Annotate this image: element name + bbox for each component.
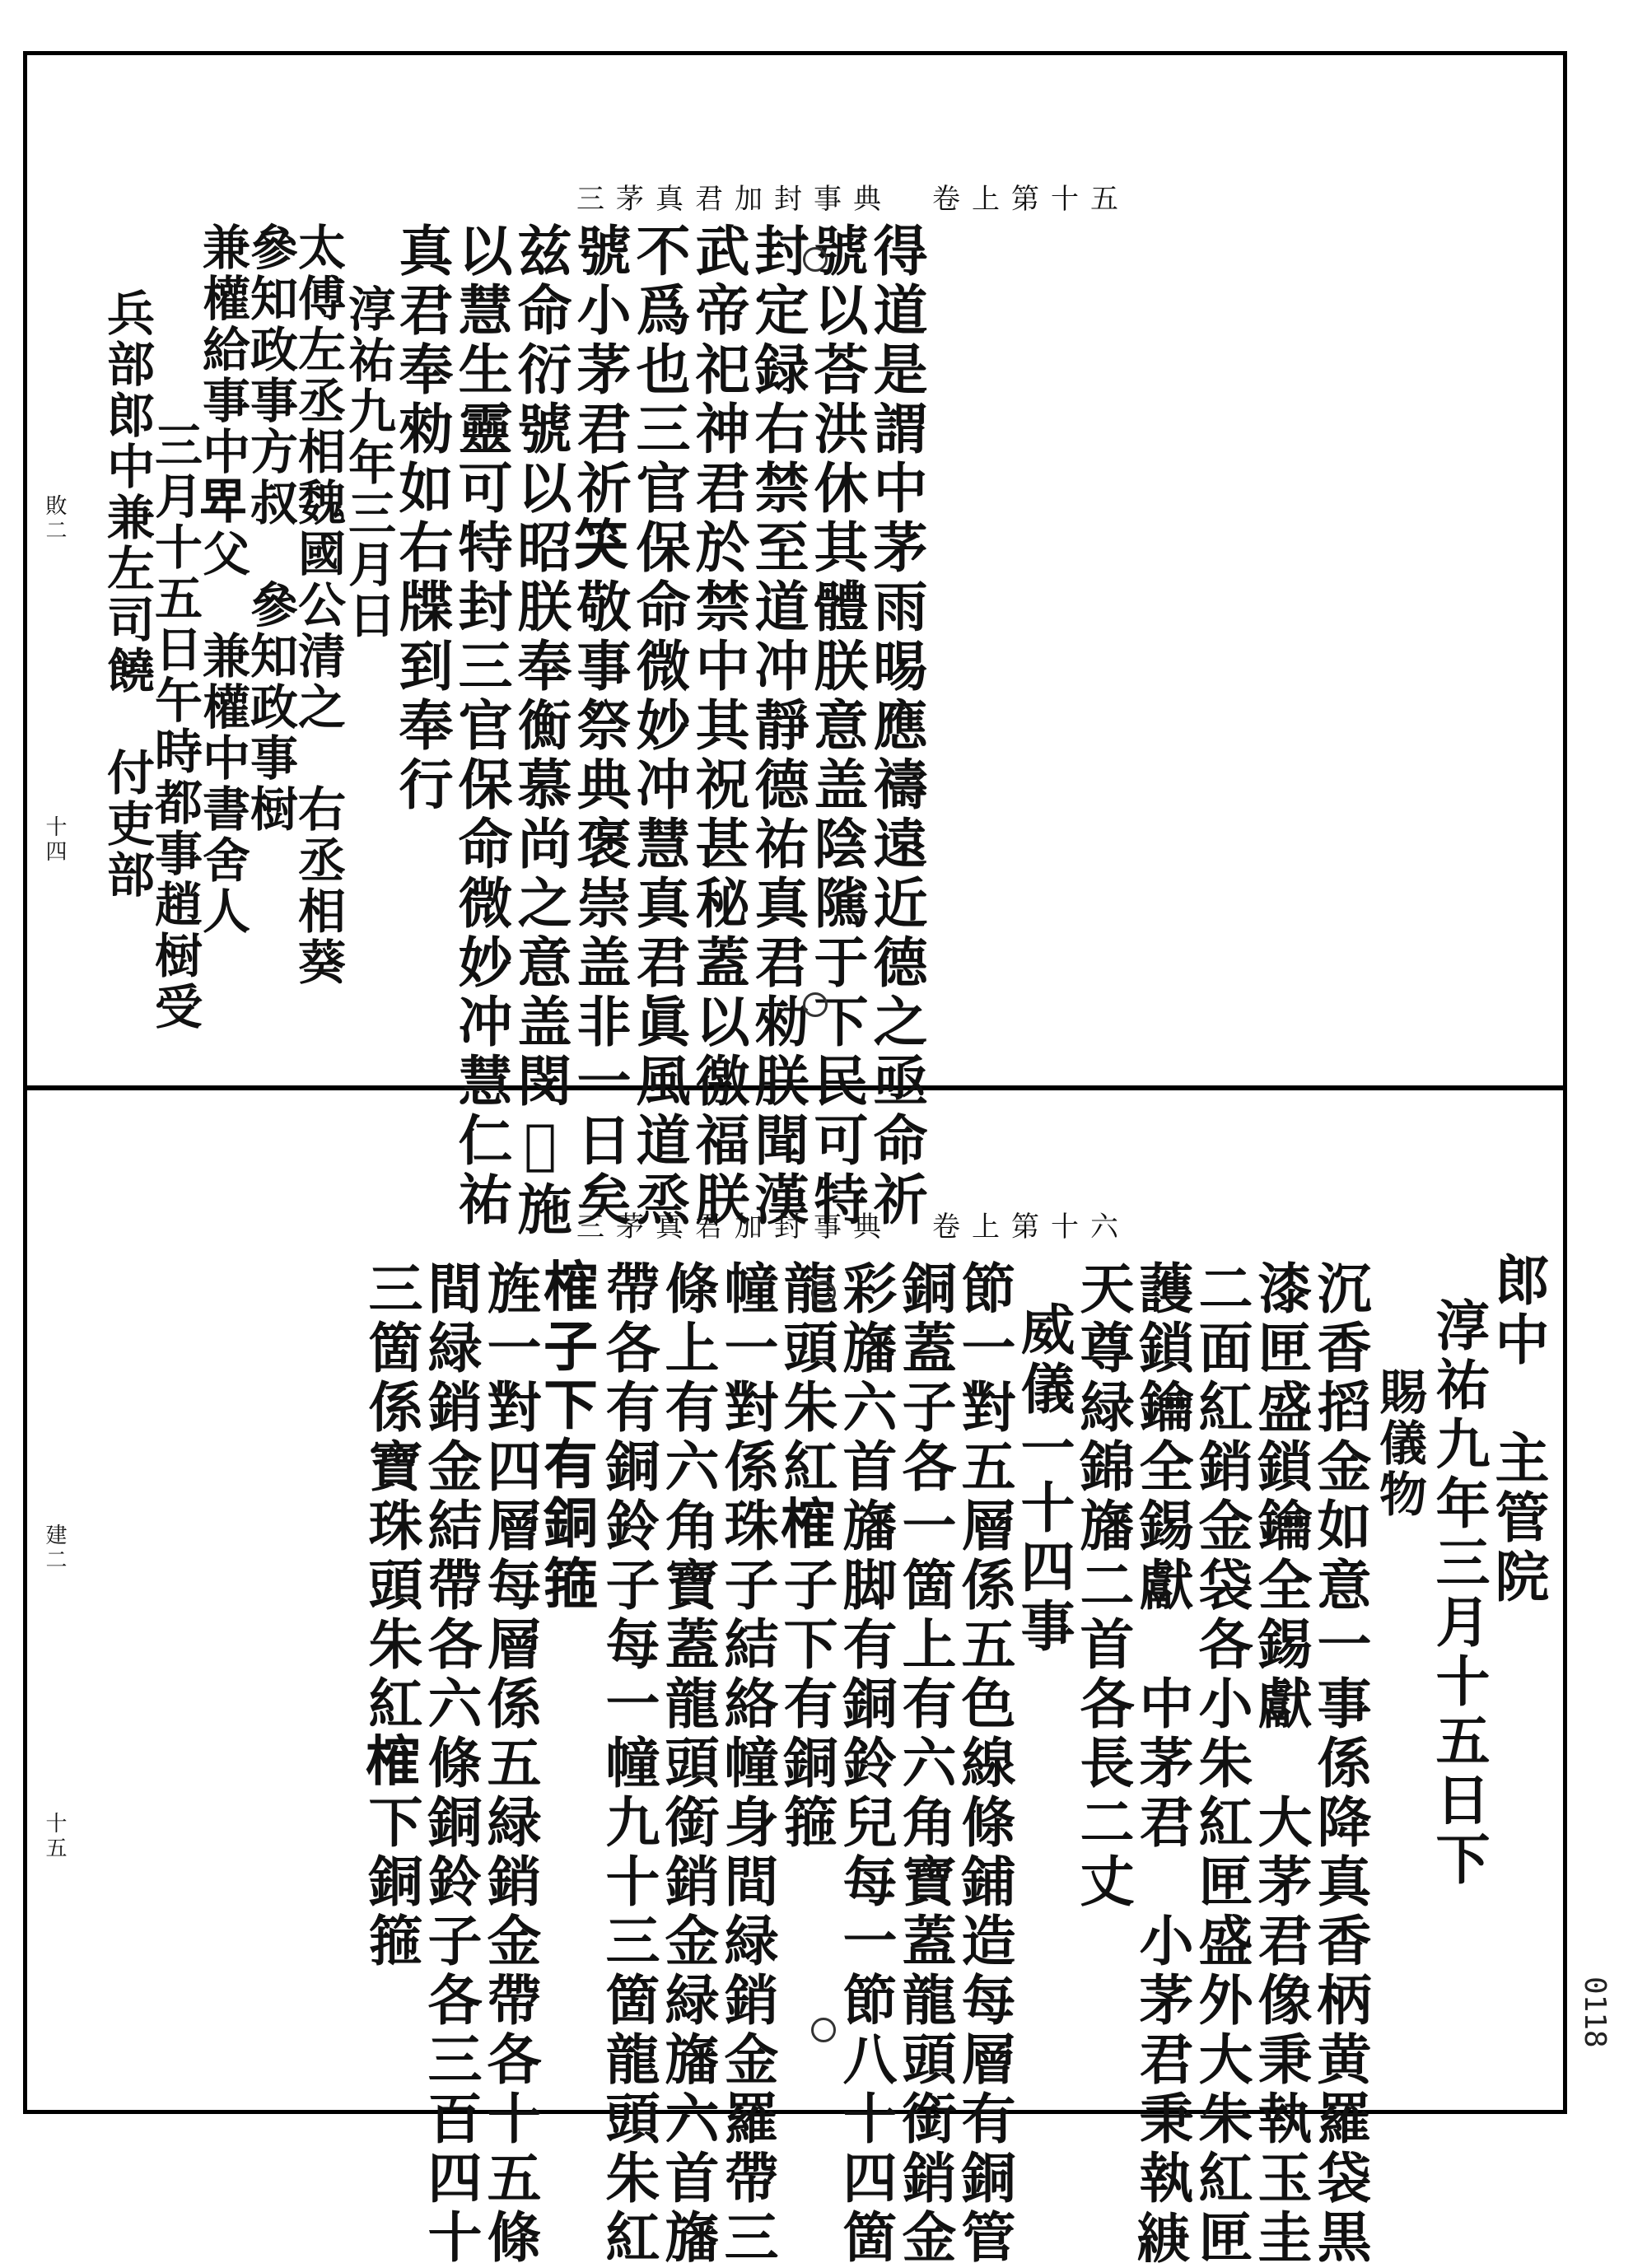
top-margin-left: 敗二 [42,494,67,544]
top-circle-mark-2 [803,992,828,1017]
bottom-col-1: 郎中 主管院 [1486,1252,1550,1608]
bottom-col-4: 沉香搯金如意一事係降真香柄黄羅袋黒 [1308,1260,1372,2268]
bottom-col-14: 幢一對係珠子結絡幢身間緑銷金羅帶三 [715,1260,779,2268]
top-col-9: 真君奉勑如右牒到奉行 [390,222,454,815]
top-circle-mark [803,247,828,272]
top-col-2: 號以荅洪休其體朕意盖陰隲于下民可特 [805,222,869,1230]
bottom-margin-mid: 十五 [42,1812,67,1861]
bottom-col-11: 銅蓋子各一箇上有六角寶蓋龍頭銜銷金 [893,1260,957,2268]
bottom-col-18: 旌一對四層每層係五緑銷金帶各十五條 [478,1260,542,2268]
bottom-circle-mark-2 [811,2018,836,2042]
bottom-col-12: 彩旛六首旛脚有銅鈴兒每一節八十四箇 [833,1260,898,2268]
top-col-5: 不爲也三官保命微妙冲慧真君眞風道烝 [627,222,691,1230]
bottom-col-7: 䕶鎖鑰全錫獻 中茅君 小茅君秉執𦁶 [1130,1260,1194,2268]
top-col-8: 以慧生靈可特封三官保命微妙冲慧仁祐 [449,222,513,1230]
bottom-col-13: 龍頭朱紅𣙜子下有銅箍 [774,1260,838,1853]
top-col-4: 武帝祀神君於禁中其祝甚秘蓋以徼福朕 [686,222,750,1230]
top-col-1: 得道是謂中茅雨晹應禱遠近德之亟命祈 [864,222,928,1230]
page-number: 0118 [1578,1976,1612,2048]
top-col-14: 三月十五日午時都事趙𣗳受 [147,420,203,1033]
bottom-margin-left: 建二 [42,1524,67,1573]
bottom-col-10: 節一對五層係五色線條鋪造每層有銅管 [952,1260,1016,2268]
bottom-col-17: 𣙜子下有銅箍 [537,1260,601,1616]
top-col-11: 太傅左丞相魏國公清之 右丞相葵 [290,222,346,988]
top-page-header: 三茅真君加封事典 卷上第十五 [576,183,1130,216]
top-col-15: 兵部郎中兼左司饒 付吏部 [99,288,155,901]
bottom-col-3: 賜儀物 [1371,1367,1427,1520]
bottom-col-6: 二面紅銷金袋各小朱紅匣盛外大朱紅匣 [1189,1260,1253,2268]
bottom-col-9: 威儀一十四事 [1011,1301,1075,1657]
bottom-col-5: 漆匣盛鎖鑰全錫獻 大茅君像秉執玉圭 [1248,1260,1313,2268]
bottom-col-19: 間緑銷金結帶各六條銅鈴子各三百四十 [418,1260,483,2268]
bottom-page-header: 三茅真君加封事典 卷上第十六 [576,1211,1130,1244]
top-col-13: 兼權給事中𤰞父 兼權中書舍人 [194,222,250,937]
bottom-circle-mark [811,1281,836,1305]
bottom-col-20: 三箇係寶珠頭朱紅𣙜下銅箍 [359,1260,423,1972]
top-col-10: 淳祐九年三月日 [340,284,396,642]
top-col-12: 參知政事方叔 參知政事𣗳 [242,222,298,835]
bottom-col-15: 條上有六角寶蓋龍頭銜銷金緑旛六首旛 [656,1260,720,2268]
bottom-col-2: 淳祐九年三月十五日下 [1426,1297,1491,1890]
top-col-3: 封定録右禁至道冲靜德祐真君勑朕聞漢 [745,222,810,1230]
top-col-7: 兹命衍號以昭朕奉𢖍慕尚之意盖閔𠤷施 [508,222,572,1240]
top-col-6: 號小茅君祈𥬇敬事祭典褒崇盖非一日矣 [567,222,632,1230]
bottom-col-16: 帶各有銅鈴子每一幢九十三箇龍頭朱紅 [596,1260,660,2268]
top-margin-mid: 十四 [42,815,67,865]
bottom-col-8: 天尊緑錦旛二首各長二丈 [1071,1260,1135,1912]
